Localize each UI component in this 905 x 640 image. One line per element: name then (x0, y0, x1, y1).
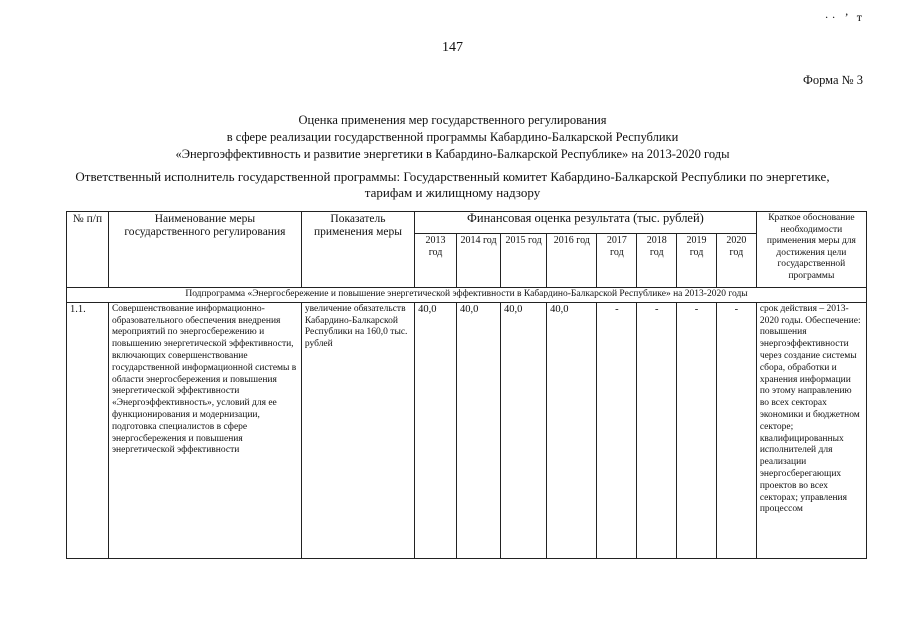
page-number: 147 (442, 40, 463, 55)
subprogram-row: Подпрограмма «Энергосбережение и повышение энергетической эффективности в Кабардино-Балкарской Республике» на 2013-2020 годы (67, 288, 867, 303)
header-year: 2018 год (637, 234, 677, 288)
row-value: - (716, 302, 756, 558)
row-value: - (597, 302, 637, 558)
header-year: 2014 год (457, 234, 501, 288)
responsible-executor-line-1: Ответственный исполнитель государственной программы: Государственный комитет Кабардино-Балкарской Республики по энергетике, (75, 169, 830, 184)
header-year: 2020 год (716, 234, 756, 288)
row-measure-name: Совершенствование информационно-образовательного обеспечения внедрения мероприятий по энергосбережению и повышению энергетической эффективности, включающих совершенствование государственной информационной системы в области энергосбережения и повышения энергетической эффективности «Энергоэффективность», условий для ее функционирования и модернизации, подготовка специалистов в сфере энергосбережения и повышения энергетической эффективности (108, 302, 301, 558)
row-justification: срок действия – 2013-2020 годы. Обеспечение: повышения энергоэффективности через создание системы сбора, обработки и хранения информации по этому направлению во всех секторах экономики и бюджетном секторе; квалифицированных исполнителей для реализации энергосберегающих проектов во всех секторах; управления процессом (756, 302, 866, 558)
table-row (67, 302, 867, 558)
scan-artifact (40, 0, 45, 5)
header-indicator: Показатель применения меры (301, 212, 414, 288)
scan-marks: ·· ’ т (824, 10, 865, 24)
row-value: 40,0 (501, 302, 547, 558)
row-num: 1.1. (67, 302, 109, 558)
row-indicator: увеличение обязательств Кабардино-Балкарской Республики на 160,0 тыс. рублей (301, 302, 414, 558)
header-year: 2016 год (547, 234, 597, 288)
row-value: 40,0 (415, 302, 457, 558)
document-title-line-3: «Энергоэффективность и развитие энергетики в Кабардино-Балкарской Республике» на 2013-2020 годы (175, 147, 730, 161)
responsible-executor-line-2: тарифам и жилищному надзору (364, 185, 541, 200)
document-title-line-2: в сфере реализации государственной программы Кабардино-Балкарской Республики (226, 130, 679, 144)
document-title-line-1: Оценка применения мер государственного регулирования (298, 113, 607, 127)
form-number: Форма № 3 (803, 73, 863, 87)
header-year: 2013 год (415, 234, 457, 288)
header-measure-name: Наименование меры государственного регулирования (108, 212, 301, 288)
header-year: 2015 год (501, 234, 547, 288)
measures-table (66, 211, 867, 559)
header-year: 2017 год (597, 234, 637, 288)
header-year: 2019 год (677, 234, 717, 288)
header-financial: Финансовая оценка результата (тыс. рублей) (415, 212, 757, 234)
header-justification: Краткое обоснование необходимости применения меры для достижения цели государственной программы (756, 212, 866, 288)
row-value: 40,0 (547, 302, 597, 558)
row-value: - (677, 302, 717, 558)
row-value: 40,0 (457, 302, 501, 558)
header-num: № п/п (67, 212, 109, 288)
row-value: - (637, 302, 677, 558)
